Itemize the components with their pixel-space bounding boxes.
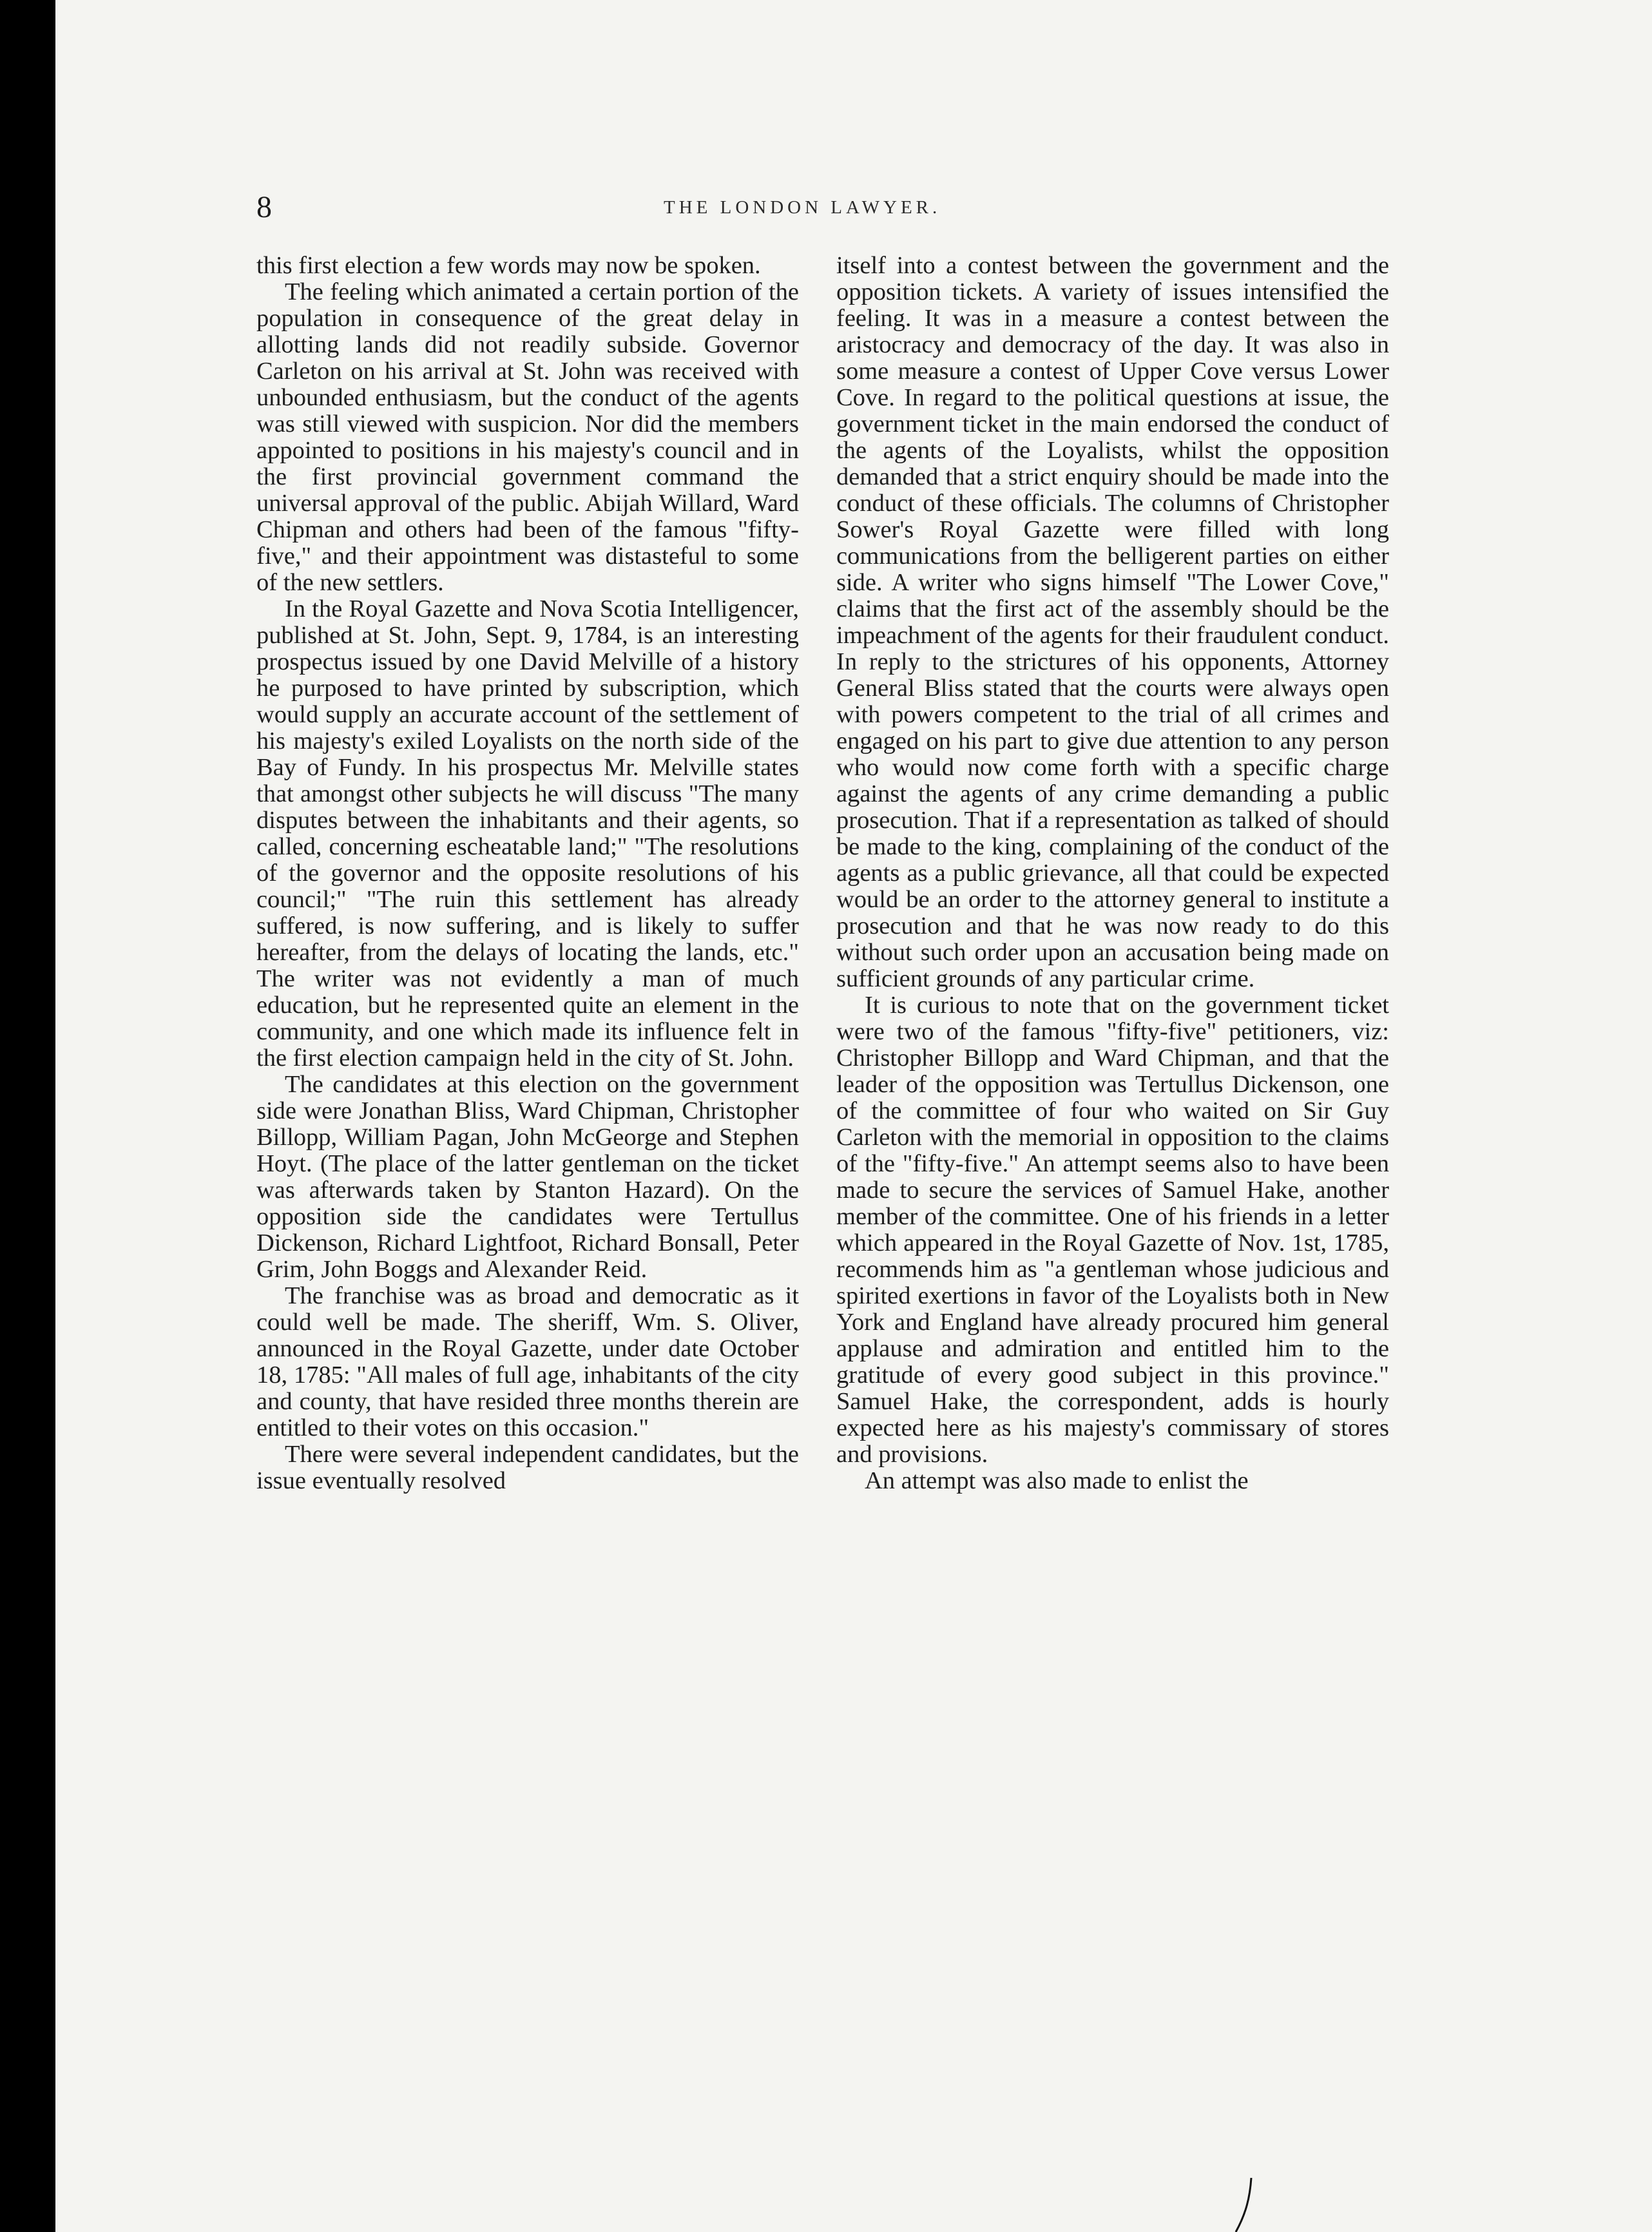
scan-artifact-mark [1224,2178,1263,2232]
page-header [0,188,1652,227]
running-title: THE LONDON LAWYER. [664,197,941,218]
paragraph: There were several independent candidates, but the issue eventually resolved [256,1441,799,1494]
right-column [836,253,1389,1494]
paragraph: It is curious to note that on the government ticket were two of the famous "fifty-five" petitioners, viz: Christopher Billopp and Ward Chipman, and that the leader of the opposition was Tertullus Dickenson, one of the committee of four who waited on Sir Guy Carleton with the memorial in opposition to the claims of the "fifty-five." An attempt seems also to have been made to secure the services of Samuel Hake, another member of the committee. One of his friends in a letter which appeared in the Royal Gazette of Nov. 1st, 1785, recommends him as "a gentleman whose judicious and spirited exertions in favor of the Loyalists both in New York and England have already procured him general applause and admiration and entitled him to the gratitude of every good subject in this province." Samuel Hake, the correspondent, adds is hourly expected here as his majesty's commissary of stores and provisions. [836,992,1389,1468]
paragraph: An attempt was also made to enlist the [865,1467,1249,1494]
paragraph: The feeling which animated a certain portion of the population in consequence of the great delay in allotting lands did not readily subside. Governor Carleton on his arrival at St. John was received with unbounded enthusiasm, but the conduct of the agents was still viewed with suspicion. Nor did the members appointed to positions in his majesty's council and in the first provincial government command the universal approval of the public. Abijah Willard, Ward Chipman and others had been of the famous "fifty-five," and their appointment was distasteful to some of the new settlers. [256,278,799,596]
paragraph: The franchise was as broad and democratic as it could well be made. The sheriff, Wm. S. Oliver, announced in the Royal Gazette, under date October 18, 1785: "All males of full age, inhabitants of the city and county, that have resided three months therein are entitled to their votes on this occasion." [256,1282,799,1441]
paragraph: itself into a contest between the government and the opposition tickets. A variety of issues intensified the feeling. It was in a measure a contest between the aristocracy and democracy of the day. It was also in some measure a contest of Upper Cove versus Lower Cove. In regard to the political questions at issue, the government ticket in the main endorsed the conduct of the agents of the Loyalists, whilst the opposition demanded that a strict enquiry should be made into the conduct of these officials. The columns of Christopher Sower's Royal Gazette were filled with long communications from the belligerent parties on either side. A writer who signs himself "The Lower Cove," claims that the first act of the assembly should be the impeachment of the agents for their fraudulent conduct. In reply to the strictures of his opponents, Attorney General Bliss stated that the courts were always open with powers competent to the trial of all crimes and engaged on his part to give due attention to any person who would now come forth with a specific charge against the agents of any crime demanding a public prosecution. That if a representation as talked of should be made to the king, complaining of the conduct of the agents as a public grievance, all that could be expected would be an order to the attorney general to institute a prosecution and that he was now ready to do this without such order upon an accusation being made on sufficient grounds of any particular crime. [836,252,1389,992]
paragraph: The candidates at this election on the government side were Jonathan Bliss, Ward Chipman, Christopher Billopp, William Pagan, John McGeorge and Stephen Hoyt. (The place of the latter gentleman on the ticket was afterwards taken by Stanton Hazard). On the opposition side the candidates were Tertullus Dickenson, Richard Lightfoot, Richard Bonsall, Peter Grim, John Boggs and Alexander Reid. [256,1071,799,1283]
paragraph: In the Royal Gazette and Nova Scotia Intelligencer, published at St. John, Sept. 9, 1784, is an interesting prospectus issued by one David Melville of a history he purposed to have printed by subscription, which would supply an accurate account of the settlement of his majesty's exiled Loyalists on the north side of the Bay of Fundy. In his prospectus Mr. Melville states that amongst other subjects he will discuss "The many disputes between the inhabitants and their agents, so called, concerning escheatable land;" "The resolutions of the governor and the opposite resolutions of his council;" "The ruin this settlement has already suffered, is now suffering, and is likely to suffer hereafter, from the delays of locating the lands, etc." The writer was not evidently a man of much education, but he represented quite an element in the community, and one which made its influence felt in the first election campaign held in the city of St. John. [256,595,799,1072]
left-column [256,253,799,1494]
paragraph: this first election a few words may now be spoken. [256,252,761,279]
page-number: 8 [256,190,272,224]
